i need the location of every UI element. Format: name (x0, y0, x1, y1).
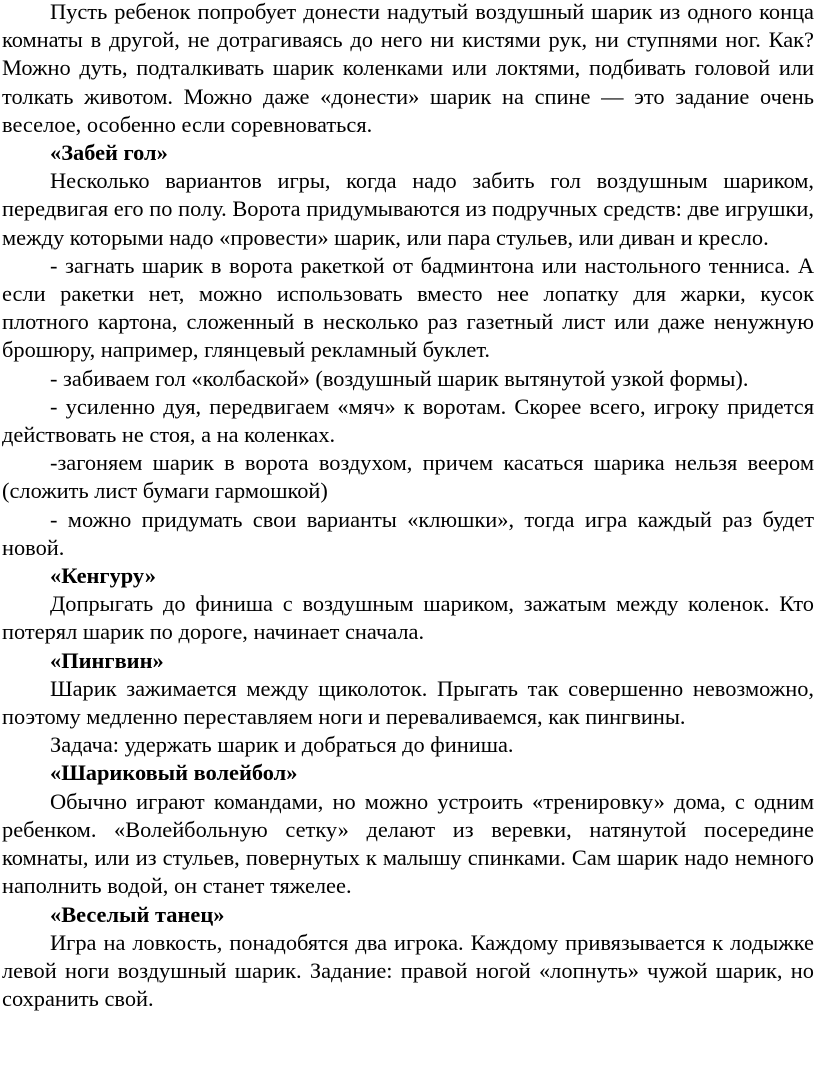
paragraph-fan-variant: -загоняем шарик в ворота воздухом, причем касаться шарика нельзя веером (сложить лист бумаги гармошкой) (2, 450, 814, 504)
paragraph-own-stick-variant: - можно придумать свои варианты «клюшки», тогда игра каждый раз будет новой. (2, 506, 814, 560)
paragraph-penguin: Шарик зажимается между щиколоток. Прыгать так совершенно невозможно, поэтому медленно переставляем ноги и переваливаемся, как пингвины. (2, 675, 814, 730)
section-heading-balloon-volleyball: «Шариковый волейбол» (50, 760, 298, 786)
paragraph-sausage-variant: - забиваем гол «колбаской» (воздушный шарик вытянутой узкой формы). (50, 365, 749, 391)
paragraph-score-goal-intro: Несколько вариантов игры, когда надо забить гол воздушным шариком, передвигая его по полу. Ворота придумываются из подручных средств: две игрушки, между которыми надо «провести» шарик, или пара стульев, или диван и кресло. (2, 168, 814, 250)
paragraph-racket-variant: - загнать шарик в ворота ракеткой от бадминтона или настольного тенниса. А если ракетки нет, можно использовать вместо нее лопатку для жарки, кусок плотного картона, сложенный в несколько раз газетный лист или даже ненужную брошюру, например, глянцевый рекламный буклет. (2, 252, 814, 363)
intro-paragraph: Пусть ребенок попробует донести надутый воздушный шарик из одного конца комнаты в другой, не дотрагиваясь до него ни кистями рук, ни ступнями ног. Как? Можно дуть, подталкивать шарик коленками или локтями, подбивать головой или толкать животом. Можно даже «донести» шарик на спине — это задание очень веселое, особенно если соревноваться. (2, 0, 814, 137)
paragraph-merry-dance: Игра на ловкость, понадобятся два игрока. Каждому привязывается к лодыжке левой ноги воздушный шарик. Задание: правой ногой «лопнуть» чужой шарик, но сохранить свой. (2, 929, 814, 1012)
paragraph-kangaroo: Допрыгать до финиша с воздушным шариком, зажатым между коленок. Кто потерял шарик по дороге, начинает сначала. (2, 591, 814, 645)
paragraph-penguin-task: Задача: удержать шарик и добраться до финиша. (50, 732, 514, 758)
paragraph-blowing-variant: - усиленно дуя, передвигаем «мяч» к воротам. Скорее всего, игроку придется действовать не стоя, а на коленках. (2, 393, 814, 448)
paragraph-balloon-volleyball: Обычно играют командами, но можно устроить «тренировку» дома, с одним ребенком. «Волейбольную сетку» делают из веревки, натянутой посередине комнаты, или из стульев, повернутых к малышу спинками. Сам шарик надо немного наполнить водой, он станет тяжелее. (2, 788, 814, 899)
document-page (2, 0, 814, 1013)
section-heading-kangaroo: «Кенгуру» (50, 563, 156, 589)
section-heading-penguin: «Пингвин» (50, 647, 164, 673)
section-heading-score-goal: «Забей гол» (50, 140, 168, 166)
section-heading-merry-dance: «Веселый танец» (50, 901, 225, 927)
